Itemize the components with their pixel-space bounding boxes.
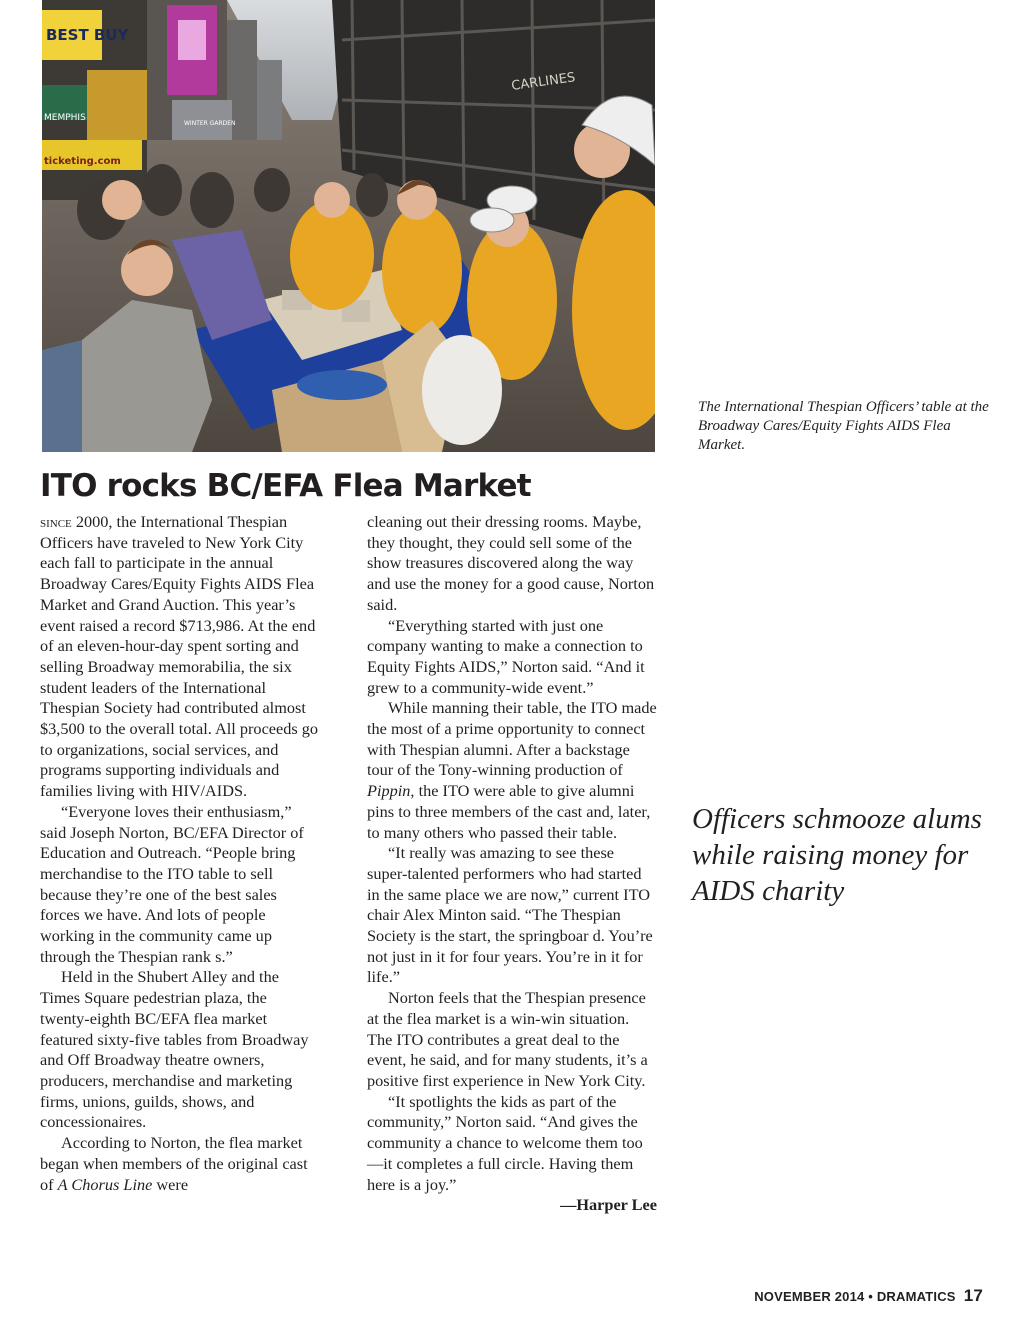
paragraph: “Everything started with just one company wanting to make a connection to Equity Fights AIDS,” Norton said. “And it grew to a community-wide event.” (367, 615, 645, 697)
paragraph: “Everyone loves their enthusiasm,” said Joseph Norton, BC/EFA Director of Education and Outreach. “People bring merchandise to the ITO table to sell because they’re one of the best sales forces we have. And lots of people working in the community came up through the Thespian rank s.” (40, 801, 304, 966)
pull-quote: Officers schmooze alums while raising money for AIDS charity (692, 803, 982, 907)
paragraph-text: According to Norton, the flea market began when members of the original cast of (40, 1133, 308, 1194)
memphis-sign: MEMPHIS (44, 113, 86, 123)
byline: —Harper Lee (560, 1195, 657, 1215)
show-title: Pippin (367, 781, 411, 801)
best-buy-sign: BEST BUY (46, 26, 129, 44)
paragraph: cleaning out their dressing rooms. Maybe, they thought, they could sell some of the show treasures discovered along the way and use the money for a good cause, Norton said. (367, 512, 655, 614)
headline: ITO rocks BC/EFA Flea Market (40, 468, 531, 504)
street-crowd-photo (42, 0, 655, 452)
paragraph-text: While manning their table, the ITO made the most of a prime opportunity to connect with Thespian alumni. After a backstage tour of the Tony-winning production of (367, 698, 657, 780)
paragraph-text: , the ITO were able to give alumni pins to three members of the cast and, later, to many others who passed their table. (367, 781, 651, 842)
paragraph: Norton feels that the Thespian presence at the flea market is a win-win situation. The ITO contributes a great deal to the event, he said, and for many students, it’s a positive first experience in New York City. (367, 988, 648, 1090)
lead-smallcaps: since (40, 512, 72, 531)
show-title: A Chorus Line (57, 1174, 153, 1194)
paragraph (40, 512, 320, 802)
paragraph (367, 698, 657, 843)
article-column-1 (40, 512, 320, 1195)
photo-caption: The International Thespian Officers’ table at the Broadway Cares/Equity Fights AIDS Flea Market. (698, 399, 989, 453)
article-column-2 (367, 512, 657, 1216)
paragraph (40, 1133, 320, 1195)
paragraph: Held in the Shubert Alley and the Times Square pedestrian plaza, the twenty-eighth BC/EFA flea market featured sixty-five tables from Broadway and Off Broadway theatre owners, producers, merchandise and marketing firms, unions, guilds, shows, and concessionaires. (40, 967, 309, 1132)
page-footer (754, 1286, 983, 1306)
paragraph-text: 2000, the International Thespian Officers have traveled to New York City each fall to participate in the annual Broadway Cares/Equity Fights AIDS Flea Market and Grand Auction. This year’s event raised a record $713,986. At the end of an eleven-hour-day spent sorting and selling Broadway memorabilia, the six student leaders of the International Thespian Society had contributed almost $3,500 to the overall total. All proceeds go to organizations, social services, and programs supporting individuals and families living with HIV/AIDS. (40, 512, 319, 801)
ticketing-sign: ticketing.com (44, 156, 121, 167)
winter-garden-sign: WINTER GARDEN (184, 120, 236, 127)
carlines-sign: CARLINES (510, 70, 577, 94)
paragraph: “It spotlights the kids as part of the community,” Norton said. “And gives the community a chance to welcome them too—it completes a full circle. Having them here is a joy.” (367, 1091, 643, 1194)
issue-label: NOVEMBER 2014 • DRAMATICS (754, 1289, 956, 1304)
paragraph: “It really was amazing to see these super-talented performers who had started in the same place we are now,” current ITO chair Alex Minton said. “The Thespian Society is the start, the springboar d. You’re not just in it for four years. You’re in it for life.” (367, 843, 653, 987)
page-number: 17 (963, 1286, 983, 1305)
paragraph-text: were (152, 1174, 189, 1194)
photo-illustration (42, 0, 655, 452)
